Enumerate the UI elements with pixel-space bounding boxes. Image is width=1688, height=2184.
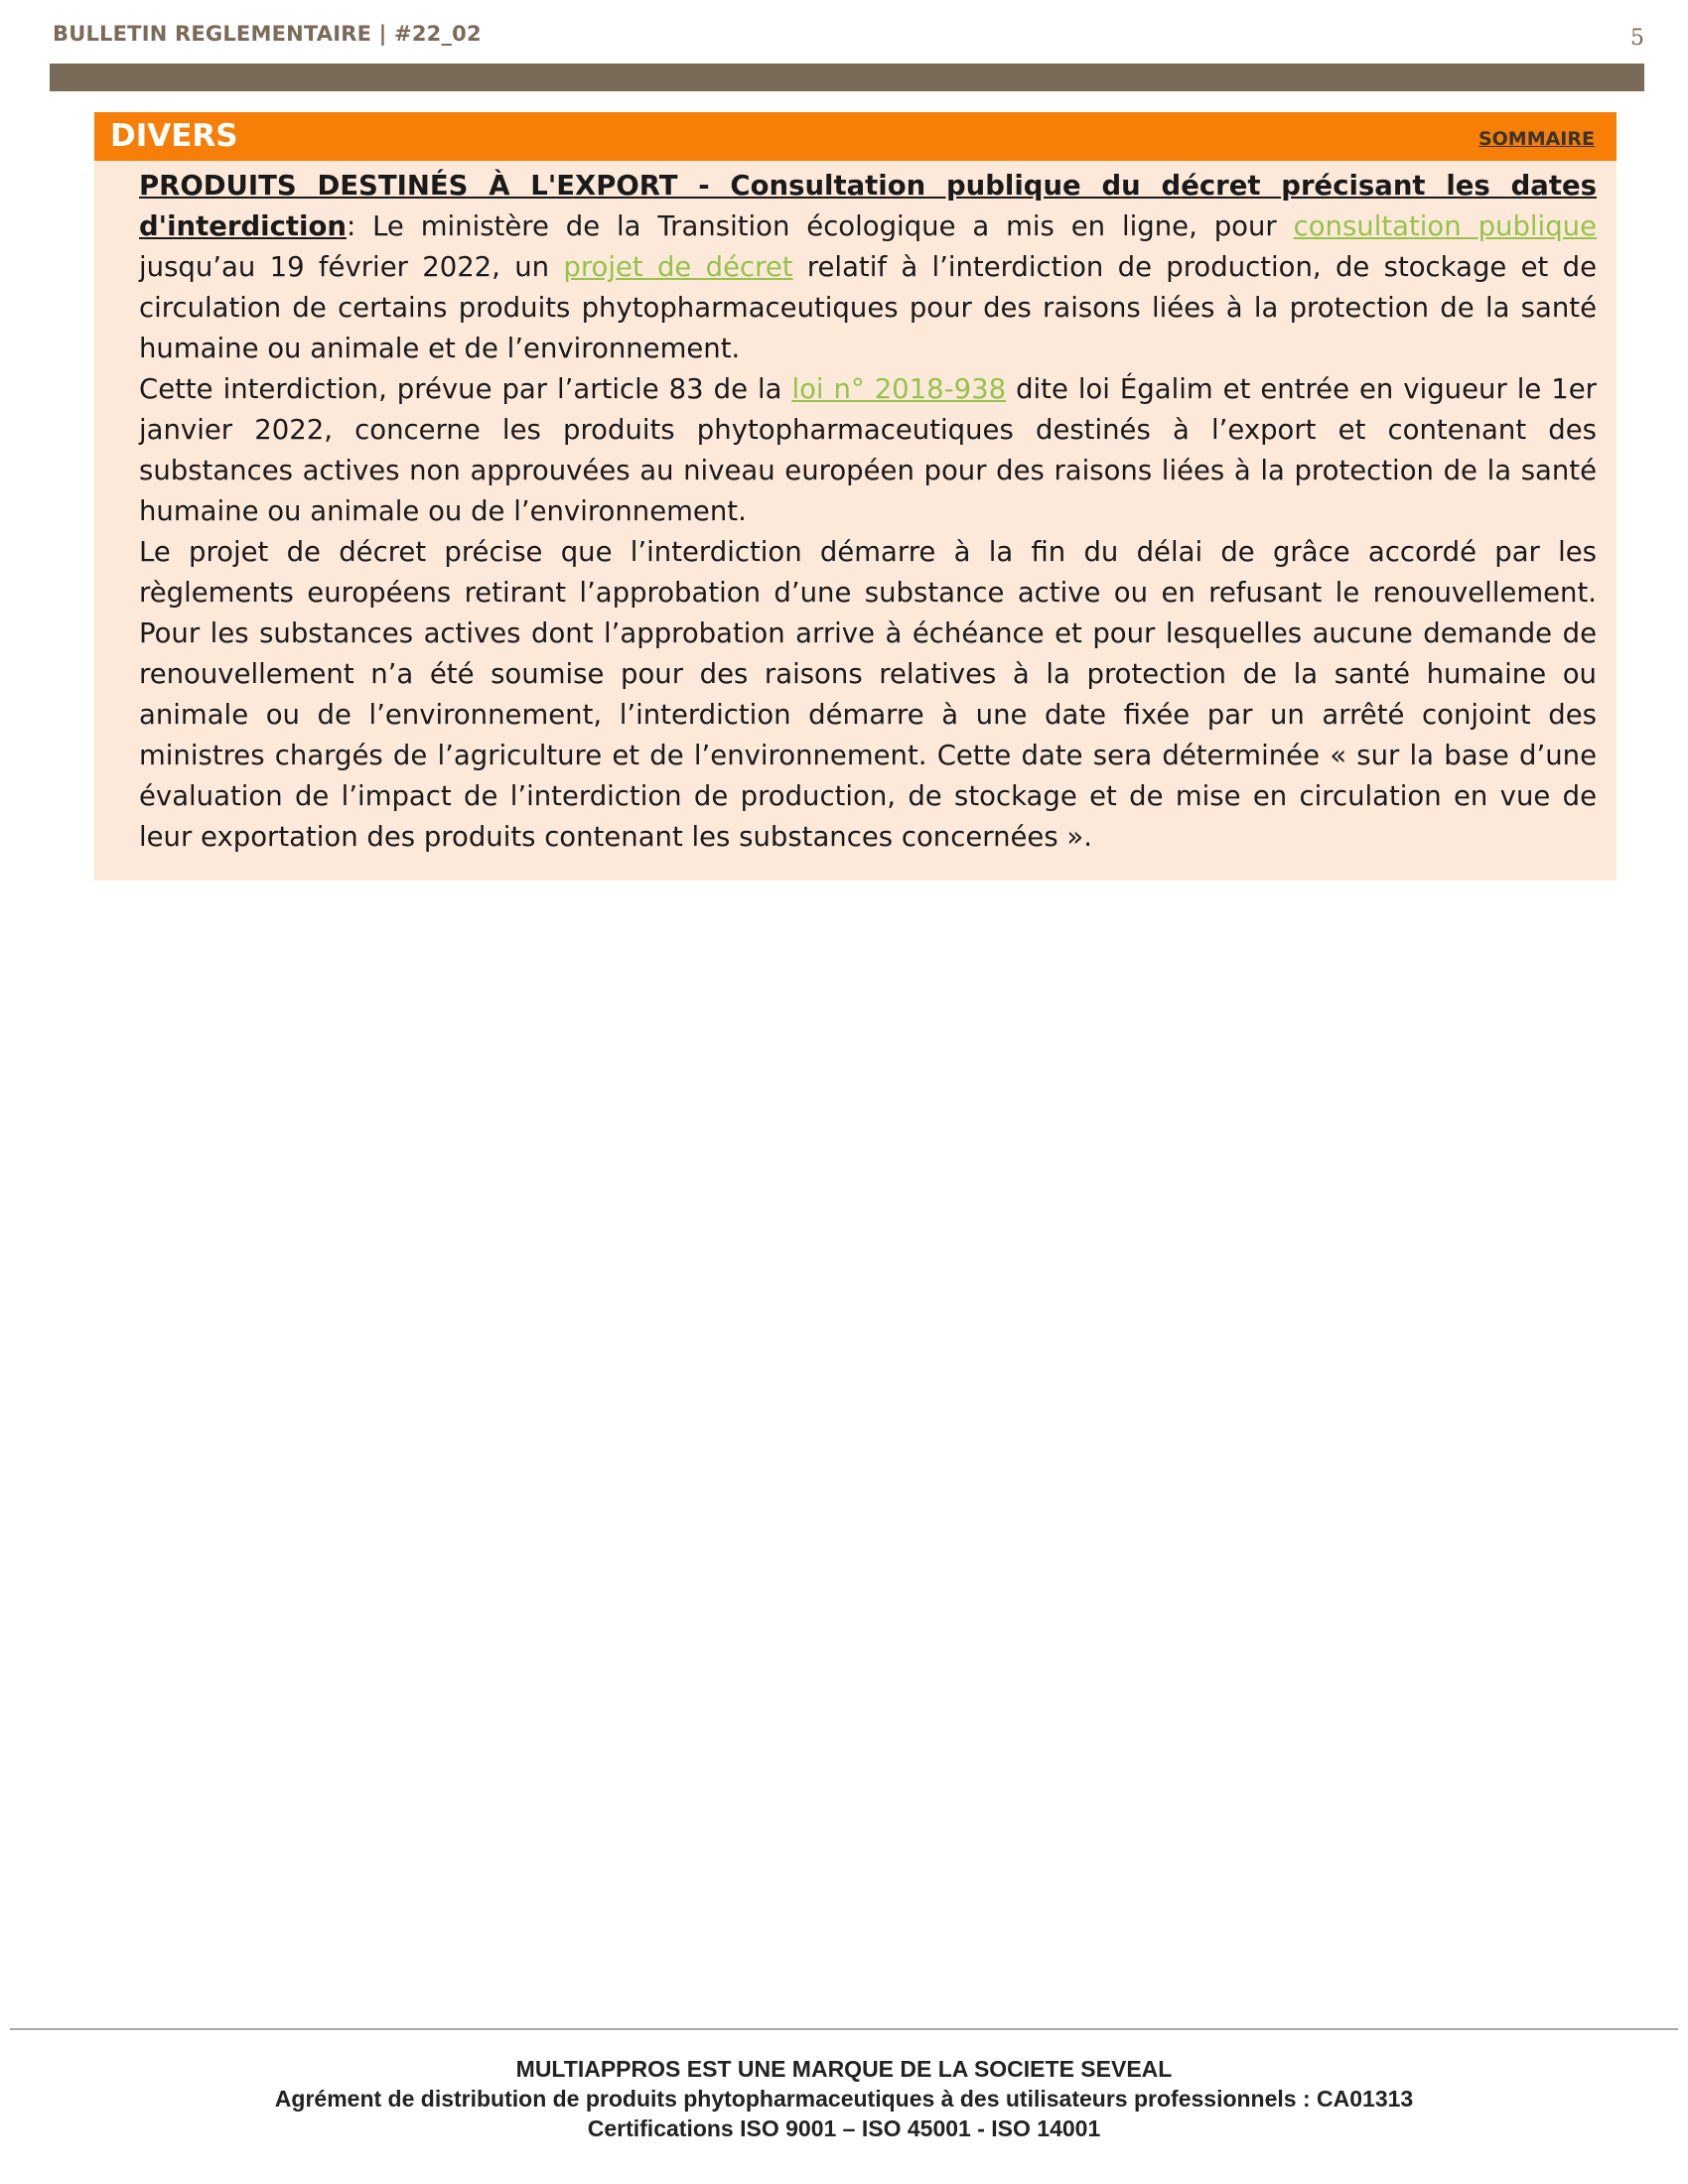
article-paragraph-2	[139, 369, 1597, 532]
section-header	[94, 112, 1617, 161]
footer-certifications-line: Certifications ISO 9001 – ISO 45001 - ISO 14001	[587, 2116, 1101, 2141]
bulletin-title: BULLETIN REGLEMENTAIRE | #22_02	[53, 22, 482, 46]
article-text: Cette interdiction, prévue par l’article 83 de la	[139, 373, 792, 405]
section-divers	[94, 112, 1617, 881]
article-text: dite loi Égalim et entrée en vigueur le 1er janvier 2022, concerne les produits phytopharmaceutiques destinés à l’export et contenant des substances actives non approuvées au niveau européen pour des raisons liées à la protection de la santé humaine ou animale ou de l’environnement.	[139, 373, 1597, 527]
article-paragraph-1	[139, 166, 1597, 369]
footer	[0, 2054, 1688, 2143]
article-title-suffix: :	[346, 210, 356, 242]
consultation-publique-link[interactable]: consultation publique	[1293, 210, 1598, 242]
article-title: PRODUITS DESTINÉS À L'EXPORT - Consultation publique du décret précisant les dates d'interdiction	[139, 170, 1597, 242]
section-title: DIVERS	[110, 118, 238, 154]
page-number: 5	[1630, 26, 1644, 51]
footer-company-line: MULTIAPPROS EST UNE MARQUE DE LA SOCIETE SEVEAL	[515, 2056, 1173, 2082]
projet-de-decret-link[interactable]: projet de décret	[563, 251, 793, 283]
article-text: relatif à l’interdiction de production, de stockage et de circulation de certains produits phytopharmaceutiques pour des raisons liées à la protection de la santé humaine ou animale et de l’environnement.	[139, 251, 1597, 364]
loi-2018-938-link[interactable]: loi n° 2018-938	[791, 373, 1007, 405]
header-divider-bar	[50, 64, 1644, 91]
article	[139, 166, 1597, 858]
footer-divider	[10, 2028, 1678, 2030]
article-text: Le ministère de la Transition écologique a mis en ligne, pour	[355, 210, 1294, 242]
footer-approval-line: Agrément de distribution de produits phytopharmaceutiques à des utilisateurs professionnels : CA01313	[274, 2086, 1414, 2112]
article-paragraph-3: Le projet de décret précise que l’interdiction démarre à la fin du délai de grâce accordé par les règlements européens retirant l’approbation d’une substance active ou en refusant le renouvellement. Pour les substances actives dont l’approbation arrive à échéance et pour lesquelles aucune demande de renouvellement n’a été soumise pour des raisons relatives à la protection de la santé humaine ou animale ou de l’environnement, l’interdiction démarre à une date fixée par un arrêté conjoint des ministres chargés de l’agriculture et de l’environnement. Cette date sera déterminée « sur la base d’une évaluation de l’impact de l’interdiction de production, de stockage et de mise en circulation en vue de leur exportation des produits contenant les substances concernées ».	[139, 536, 1597, 853]
article-text: jusqu’au 19 février 2022, un	[139, 251, 564, 283]
page-header	[50, 22, 1644, 58]
sommaire-link[interactable]: SOMMAIRE	[1477, 128, 1595, 150]
